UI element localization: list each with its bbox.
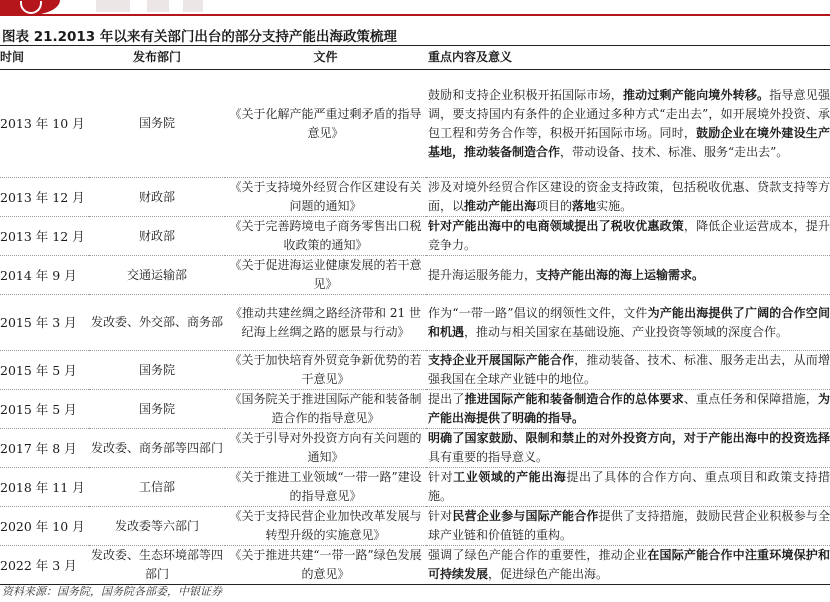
header-ghost-text [96, 0, 130, 12]
emphasis-text: 明确了国家鼓励、限制和禁止的对外投资方向，对于产能出海中的投资选择 [428, 431, 830, 445]
cell-time: 2020 年 10 月 [0, 507, 89, 546]
cell-key-content [426, 507, 830, 546]
emphasis-text: 鼓励企业在境外建设生产基地，推动装备制造合作 [428, 125, 830, 159]
body-text: 作为“一带一路”倡议的纲领性文件，文件 [428, 305, 648, 320]
table-row [0, 178, 830, 217]
emphasis-text: 为产能出海提供了明确的指导。 [428, 392, 830, 425]
emphasis-text: 落地 [572, 199, 597, 213]
emphasis-text: 推动产能出海 [464, 199, 537, 213]
cell-document: 《推动共建丝绸之路经济带和 21 世纪海上丝绸之路的愿景与行动》 [225, 295, 426, 351]
cell-document: 《关于支持境外经贸合作区建设有关问题的通知》 [225, 178, 426, 217]
body-text: 具有重要的指导意义。 [428, 450, 549, 464]
cell-department: 财政部 [89, 178, 225, 217]
emphasis-text: 推动过剩产能向境外转移。 [622, 87, 770, 102]
cell-key-content [426, 468, 830, 507]
figure-title: 图表 21.2013 年以来有关部门出台的部分支持产能出海政策梳理 [2, 29, 397, 45]
cell-time: 2014 年 9 月 [0, 256, 89, 295]
body-text: 提出了 [428, 392, 465, 406]
cell-department: 发改委等六部门 [89, 507, 225, 546]
body-text: 鼓励和支持企业积极开拓国际市场， [428, 87, 623, 102]
cell-time: 2015 年 3 月 [0, 295, 89, 351]
table-header-row [0, 46, 830, 70]
cell-document: 《关于完善跨境电子商务零售出口税收政策的通知》 [225, 217, 426, 256]
cell-key-content [426, 178, 830, 217]
body-text: ，促进绿色产能出海。 [488, 567, 609, 581]
cell-key-content [426, 546, 830, 585]
cell-document: 《国务院关于推进国际产能和装备制造合作的指导意见》 [225, 390, 426, 429]
cell-document: 《关于化解产能严重过剩矛盾的指导意见》 [225, 70, 426, 178]
cell-department: 交通运输部 [89, 256, 225, 295]
cell-time: 2013 年 12 月 [0, 178, 89, 217]
table-row [0, 70, 830, 178]
table-row [0, 429, 830, 468]
policy-table [0, 45, 830, 585]
body-text: 强调了绿色产能合作的重要性，推动企业 [428, 548, 648, 562]
body-text: ，推动与相关国家在基础设施、产业投资等领域的深度合作。 [464, 324, 789, 339]
table-row [0, 546, 830, 585]
cell-department: 国务院 [89, 351, 225, 390]
cell-key-content [426, 256, 830, 295]
cell-department: 国务院 [89, 390, 225, 429]
body-text: 指导意见强调，要支持国内有条件的企业通过多种方式“走出去”，如开展境外投资、承包工程和劳务合作等，积极开拓国际市场。同时， [428, 87, 830, 140]
table-row [0, 390, 830, 429]
cell-document: 《关于加快培育外贸竞争新优势的若干意见》 [225, 351, 426, 390]
body-text: ，降低企业运营成本，提升竞争力。 [428, 219, 830, 252]
cell-department: 工信部 [89, 468, 225, 507]
column-header-time: 时间 [0, 46, 89, 70]
header-ghost-text [183, 0, 203, 12]
cell-document: 《关于推进共建“一带一路”绿色发展的意见》 [225, 546, 426, 585]
body-text: 提升海运服务能力， [428, 267, 537, 282]
cell-key-content [426, 70, 830, 178]
cell-key-content [426, 351, 830, 390]
cell-document: 《关于推进工业领域“一带一路”建设的指导意见》 [225, 468, 426, 507]
body-text: 提出了具体的合作方向、重点项目和政策支持措施。 [428, 470, 830, 503]
cell-department: 发改委、外交部、商务部 [89, 295, 225, 351]
column-header-department: 发布部门 [89, 46, 225, 70]
table-row [0, 217, 830, 256]
cell-department: 国务院 [89, 70, 225, 178]
cell-document: 《关于引导对外投资方向有关问题的通知》 [225, 429, 426, 468]
cell-time: 2022 年 3 月 [0, 546, 89, 585]
cell-time: 2017 年 8 月 [0, 429, 89, 468]
cell-document: 《关于促进海运业健康发展的若干意见》 [225, 256, 426, 295]
cell-key-content [426, 390, 830, 429]
column-header-key-content: 重点内容及意义 [426, 46, 830, 70]
emphasis-text: 针对产能出海中的电商领域提出了税收优惠政策 [428, 219, 684, 233]
table-row [0, 507, 830, 546]
cell-time: 2015 年 5 月 [0, 351, 89, 390]
body-text: 针对 [428, 470, 454, 484]
cell-time: 2015 年 5 月 [0, 390, 89, 429]
bank-logo-icon [0, 0, 60, 15]
emphasis-text: 为产能出海提供了广阔的合作空间和机遇 [428, 305, 830, 339]
body-text: 提供了支持措施，鼓励民营企业积极参与全球产业链和价值链的重构。 [428, 509, 830, 542]
emphasis-text: 支持企业开展国际产能合作 [428, 353, 575, 367]
cell-department: 发改委、商务部等四部门 [89, 429, 225, 468]
cell-department: 发改委、生态环境部等四部门 [89, 546, 225, 585]
cell-time: 2013 年 10 月 [0, 70, 89, 178]
emphasis-text: 推进国际产能和装备制造合作的总体要求 [464, 392, 684, 406]
column-header-document: 文件 [225, 46, 426, 70]
cell-key-content [426, 429, 830, 468]
body-text: ，推动装备、技术、标准、服务走出去，从而增强我国在全球产业链中的地位。 [428, 353, 830, 386]
table-body [0, 70, 830, 585]
body-text: 涉及对境外经贸合作区建设的资金支持政策，包括税收优惠、贷款支持等方面，以 [428, 180, 830, 213]
report-header-bar [0, 0, 830, 22]
table-row [0, 295, 830, 351]
cell-time: 2018 年 11 月 [0, 468, 89, 507]
table-row [0, 468, 830, 507]
cell-key-content [426, 217, 830, 256]
cell-document: 《关于支持民营企业加快改革发展与转型升级的实施意见》 [225, 507, 426, 546]
emphasis-text: 在国际产能合作中注重环境保护和可持续发展 [428, 548, 830, 581]
cell-department: 财政部 [89, 217, 225, 256]
table-row [0, 351, 830, 390]
emphasis-text: 工业领域的产能出海 [453, 470, 567, 484]
body-text: 、重点任务和保障措施， [683, 392, 818, 406]
body-text: 项目的 [536, 199, 573, 213]
emphasis-text: 民营企业参与国际产能合作 [452, 509, 599, 523]
source-note: 资料来源：国务院，国务院各部委，中银证券 [2, 585, 222, 598]
header-ghost-text [147, 0, 169, 12]
emphasis-text: 支持产能出海的海上运输需求。 [536, 267, 705, 282]
body-text: ，带动设备、技术、标准、服务“走出去”。 [560, 144, 789, 159]
cell-time: 2013 年 12 月 [0, 217, 89, 256]
header-rule [0, 14, 830, 16]
body-text: 针对 [428, 509, 453, 523]
body-text: 实施。 [596, 199, 633, 213]
table-row [0, 256, 830, 295]
cell-key-content [426, 295, 830, 351]
